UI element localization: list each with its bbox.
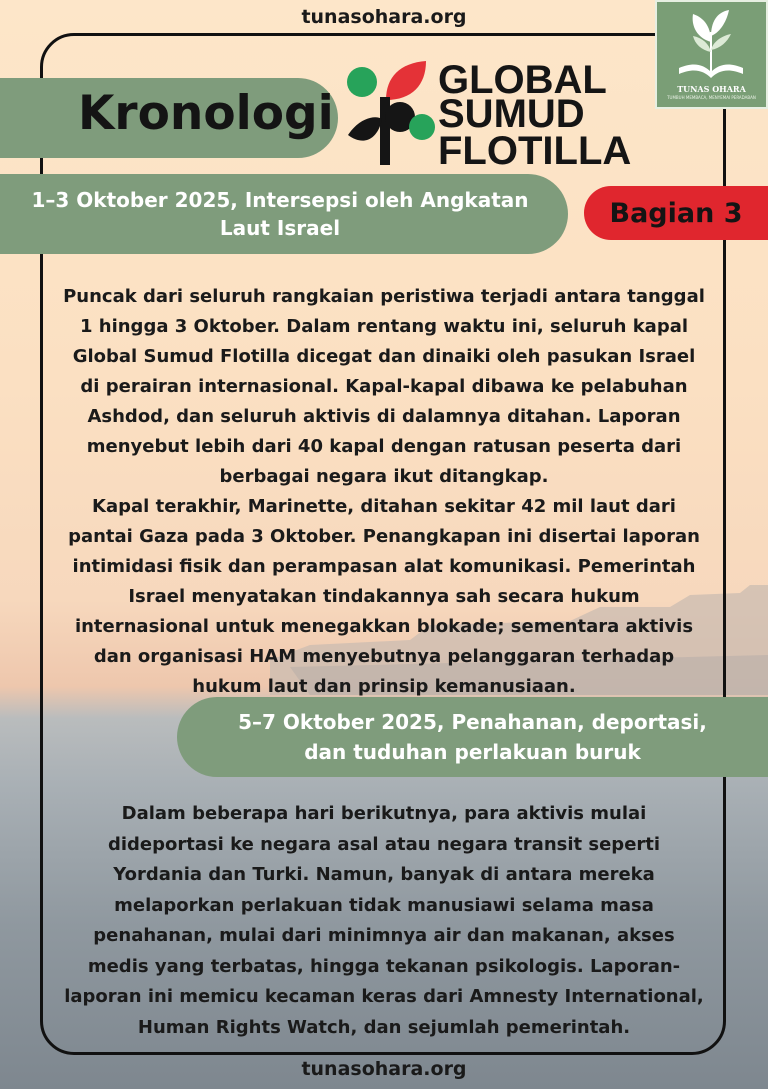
title-banner bbox=[0, 78, 338, 158]
part-label: Bagian 3 bbox=[584, 186, 768, 240]
section1-body bbox=[62, 282, 706, 702]
badge-tagline: TUMBUH MEMBACA, MENYEMAI PERADABAN bbox=[667, 95, 756, 100]
book-sprout-icon bbox=[657, 2, 766, 82]
logo-leaf-black bbox=[348, 117, 382, 140]
section1-paragraph-b: Kapal terakhir, Marinette, ditahan sekitar 42 mil laut dari pantai Gaza pada 3 Oktober. Penangkapan ini disertai laporan intimidasi fisik dan perampasan alat komunikasi. Pemerintah Israel menyatakan tindakannya sah secara hukum internasional untuk menegakkan blokade; sementara aktivis dan organisasi HAM menyebutnya pelanggaran terhadap hukum laut dan prinsip kemanusiaan. bbox=[68, 496, 700, 697]
section2-paragraph: Dalam beberapa hari berikutnya, para aktivis mulai dideportasi ke negara asal atau negara transit seperti Yordania dan Turki. Namun, banyak di antara mereka melaporkan perlakuan tidak manusiawi selama masa penahanan, mulai dari minimnya air dan makanan, akses medis yang terbatas, hingga tekanan psikologis. Laporan-laporan ini memicu kecaman keras dari Amnesty International, Human Rights Watch, dan sejumlah pemerintah. bbox=[64, 803, 704, 1038]
section1-paragraph-a: Puncak dari seluruh rangkaian peristiwa terjadi antara tanggal 1 hingga 3 Oktober. Dalam rentang waktu ini, seluruh kapal Global Sumud Flotilla dicegat dan dinaiki oleh pasukan Israel di perairan internasional. Kapal-kapal dibawa ke pelabuhan Ashdod, dan seluruh aktivis di dalamnya ditahan. Laporan menyebut lebih dari 40 kapal dengan ratusan peserta dari berbagai negara ikut ditangkap. bbox=[63, 286, 705, 487]
badge-name: TUNAS OHARA bbox=[677, 84, 746, 94]
tunas-ohara-badge bbox=[655, 0, 768, 109]
logo-text-sumud: SUMUD bbox=[438, 92, 585, 136]
site-url-top[interactable]: tunasohara.org bbox=[301, 6, 467, 28]
page-title: Kronologi bbox=[78, 86, 334, 141]
section2-heading: 5–7 Oktober 2025, Penahanan, deportasi, dan tuduhan perlakuan buruk bbox=[177, 697, 768, 777]
site-url-bottom[interactable]: tunasohara.org bbox=[301, 1058, 467, 1080]
global-sumud-flotilla-logo bbox=[342, 55, 682, 170]
logo-leaf-red bbox=[386, 61, 426, 100]
logo-text-global: GLOBAL bbox=[438, 58, 607, 102]
logo-text-flotilla: FLOTILLA bbox=[438, 129, 632, 170]
section1-heading: 1–3 Oktober 2025, Intersepsi oleh Angkatan Laut Israel bbox=[0, 174, 568, 254]
logo-dot-green bbox=[347, 67, 377, 97]
